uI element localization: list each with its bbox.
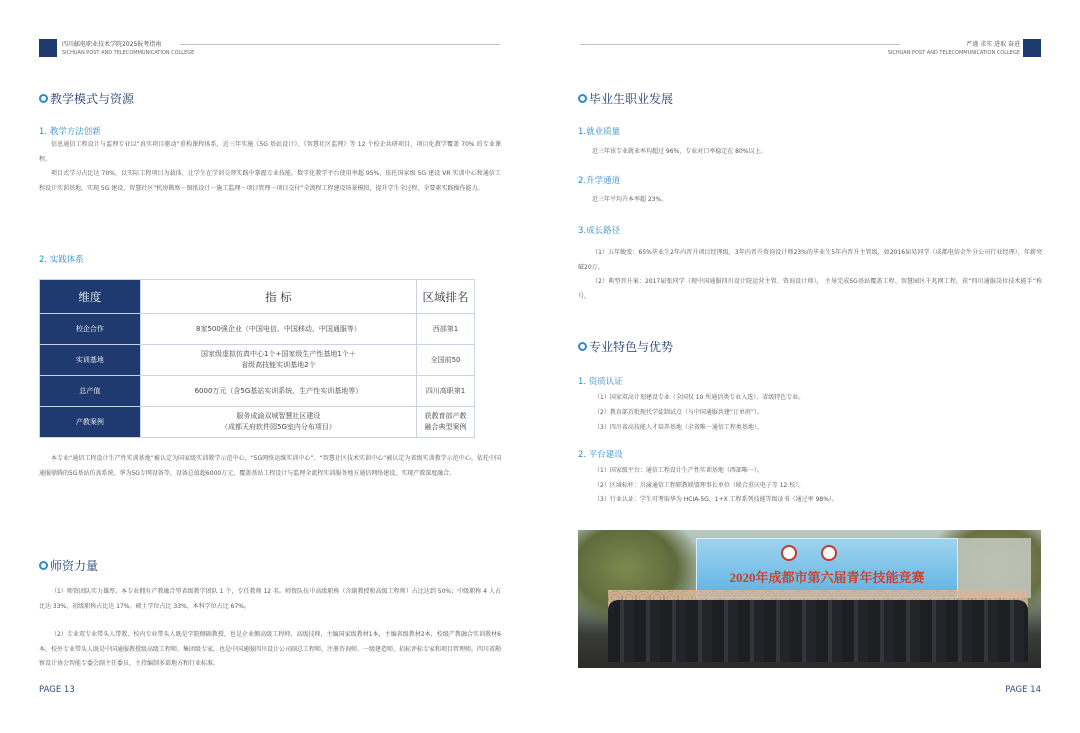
table-cell: 产教案例 xyxy=(40,407,141,438)
table-header-cell: 指 标 xyxy=(140,280,416,314)
header-subtitle: SICHUAN POST AND TELECOMMUNICATION COLLEGE xyxy=(887,50,1020,56)
photo-crowd xyxy=(608,600,1028,662)
table-cell: 获教育部产教 融合典型案例 xyxy=(417,407,475,438)
text-line: 近三年该专业就业率均超过 96%，专业对口率稳定在 80%以上。 xyxy=(592,148,767,155)
subheading-qualification: 1. 资质认证 xyxy=(578,377,623,387)
paragraph: 信息通信工程设计与监理专业以“真实项目驱动”重构课程体系，近三年实施《5G 基站设计》、《智慧社区监理》等 12 个校企共研项目，项目化教学覆盖 70% 的专业课程。 xyxy=(39,141,501,163)
table-cell: 国家级虚拟仿真中心1个+国家级生产性基地1个＋ 省级高技能实训基地2个 xyxy=(140,345,416,376)
section-title-text: 专业特色与优势 xyxy=(589,340,674,354)
practice-table xyxy=(39,279,475,438)
list-item: （2）教育部首批现代学徒制试点（与中国通服共建“订单班”）。 xyxy=(594,409,764,416)
subheading-platform: 2. 平台建设 xyxy=(578,450,623,460)
header-square xyxy=(39,39,57,57)
paragraph: 本专业“通信工程设计生产性实训基地”被认定为国家级实训教学示范中心，“5G网络运维实训中心”、“智慧社区技术实训中心”被认定为省级实训教学示范中心。依托中国通服鼎腾的5G基站仿真系统、华为5G专网设备等，设备总值超6000万元，覆盖基站工程设计与监理全流程实训服务地方通信网络建设，实现产教深度融合。 xyxy=(39,455,501,477)
table-cell: 全国前50 xyxy=(417,345,475,376)
subheading-growth-path: 3.成长路径 xyxy=(578,226,621,236)
paragraph: （2）典型晋升案：2017届张同学（现中国通服四川设计院运营主管、资询设计师）， 主导完成5G基站覆盖工程、智慧园区千兆网工程，获“四川通服岗位技术能手”称号。 xyxy=(578,278,1042,300)
circle-bullet-icon xyxy=(39,94,48,103)
table-cell: 四川高职第1 xyxy=(417,376,475,407)
subheading-practice-system: 2. 实践体系 xyxy=(39,255,84,265)
group-photo xyxy=(578,530,1041,668)
banner-text: 2020年成都市第六届青年技能竞赛 xyxy=(729,570,925,585)
photo-banner xyxy=(696,538,958,598)
header-title: 四川邮电职业技术学院2025报考指南 xyxy=(62,41,162,48)
banner-logo-icon xyxy=(821,545,837,561)
header-divider xyxy=(580,44,900,45)
page-number: PAGE 13 xyxy=(39,685,75,695)
table-row xyxy=(40,345,475,376)
table-row xyxy=(40,376,475,407)
header-motto: 严谨 求实 进取 奋进 xyxy=(966,41,1020,48)
table-row xyxy=(40,314,475,345)
list-item: （3）行业认证：学生可考取华为 HCIA-5G、1+X 工程系列技能等级证书（通过率 98%）。 xyxy=(594,496,838,503)
page-number: PAGE 14 xyxy=(1005,685,1041,695)
section-title-faculty xyxy=(39,557,98,574)
table-cell: 8家500强企业（中国电信、中国移动、中国通服等） xyxy=(140,314,416,345)
paragraph: （1）师资团队实力雄厚。本专业拥有产教融合型省级教学团队 1 个，专任教师 12 名。师资队伍中高级职称（含副教授和高级工程师）占比达到 50%；中级职称 4 人占比达 33%，初级职称占比达 17%。硕士学位占比 33%，本科学位占比 67%。 xyxy=(39,588,501,610)
text-line: 近三年平均升本率超 23%。 xyxy=(592,196,668,203)
subheading-teaching-method: 1. 教学方法创新 xyxy=(39,127,101,137)
subheading-further-study: 2.升学通道 xyxy=(578,176,621,186)
table-row xyxy=(40,407,475,438)
header-square xyxy=(1023,39,1041,57)
section-title-text: 教学模式与资源 xyxy=(50,92,135,106)
table-cell: 实训基地 xyxy=(40,345,141,376)
table-cell: 服务成渝双城智慧社区建设 （成都天府软件园5G室内分布项目） xyxy=(140,407,416,438)
section-title-teaching xyxy=(39,90,134,107)
paragraph: （2）专业双专业带头人带教，校内专业带头人既是学院侧副教授，也是企业侧高级工程师、高级技师，主编国家级教材1本，主编省级教材2本，校级产教融合实训教材6本。校外专业带头人既是中国通服教授级高级工程师、集团级专家，也是中国通服四川设计公司副总工程师，注册咨询师、一级建造师、招标评标专家和项目管理师。四川省勘察设计协会智能专委会副主任委员，主持编制多部地方和行业标准。 xyxy=(39,631,502,667)
table-cell: 西部第1 xyxy=(417,314,475,345)
section-title-features xyxy=(578,338,673,355)
section-title-text: 师资力量 xyxy=(50,559,99,573)
table-header-cell: 区域排名 xyxy=(417,280,475,314)
header-divider xyxy=(180,44,500,45)
table-cell: 总产值 xyxy=(40,376,141,407)
table-header-cell: 维度 xyxy=(40,280,141,314)
list-item: （1）国家级平台：通信工程设计生产性实训基地（西部唯一）。 xyxy=(594,467,763,474)
header-subtitle: SICHUAN POST AND TELECOMMUNICATION COLLEGE xyxy=(62,50,195,56)
circle-bullet-icon xyxy=(39,561,48,570)
subheading-employment: 1.就业质量 xyxy=(578,127,621,137)
list-item: （1）国家双高计划建设专业（全国仅 10 所通信类专业入选）、省级特色专业。 xyxy=(594,394,805,401)
table-header-row xyxy=(40,280,475,314)
table-cell: 6000万元（含5G基站实训系统、生产性实训基地等） xyxy=(140,376,416,407)
list-item: （3）四川省高技能人才培养基地（全省唯一通信工程类基地）。 xyxy=(594,424,763,431)
banner-logo-icon xyxy=(781,545,797,561)
list-item: （2）区域标杆：川渝通信工程职教联盟理事长单位（联合重庆电子等 12 校）。 xyxy=(594,482,805,489)
photo-building xyxy=(951,538,1031,598)
circle-bullet-icon xyxy=(578,342,587,351)
section-title-text: 毕业生职业发展 xyxy=(589,92,674,106)
paragraph: 项目式学习占比达 70%，以实际工程项目为载体，让学生在学训交替实践中掌握专业技能。数字化教学平台使用率超 95%，依托国家级 5G 建设 VR 实训中心和通信工程设计实训基地，实现 5G 建设、智慧社区“机房勘察－图纸设计－施工监理－项目管理－项目交付”全流程工程建设场景模拟，提升学生全过程、全要素实践操作能力。 xyxy=(39,170,501,192)
section-title-career xyxy=(578,90,673,107)
table-cell: 校企合作 xyxy=(40,314,141,345)
paragraph: （1）五年蜕变：65%毕业生2年内晋升项目经理级，3年内晋升资询设计师23%的毕业生5年内晋升主管级，如2016届易同学（成都电信金牛分公司行业经理），年薪突破20万。 xyxy=(578,249,1042,271)
circle-bullet-icon xyxy=(578,94,587,103)
